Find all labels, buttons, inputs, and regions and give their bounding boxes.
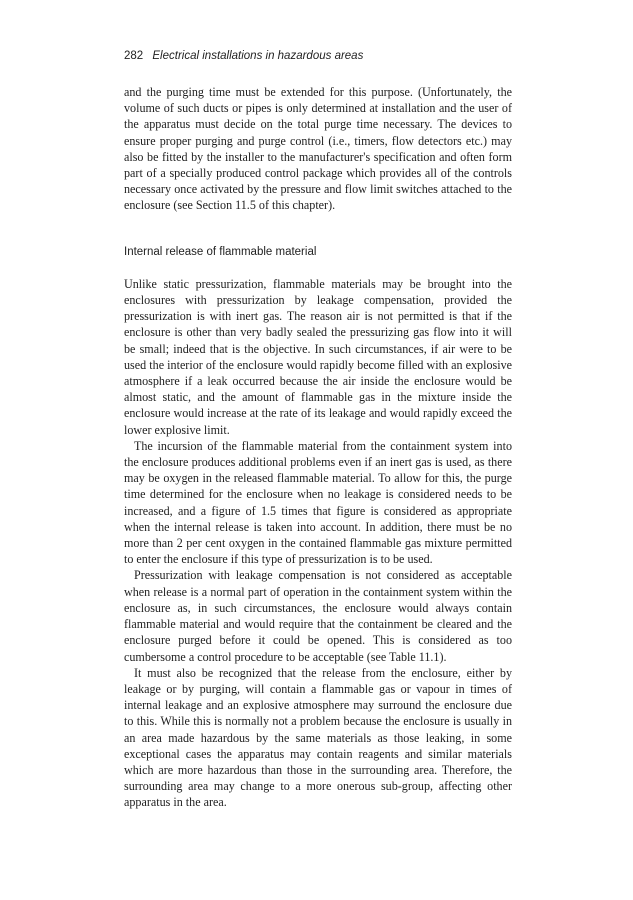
running-header [124, 50, 363, 62]
running-title: Electrical installations in hazardous areas [152, 50, 364, 62]
paragraph-1: and the purging time must be extended for this purpose. (Unfortunately, the volume of such ducts or pipes is only determined at installation and the user of the apparatus must decide on the total purge time necessary. The devices to ensure proper purging and purge control (i.e., timers, flow detectors etc.) may also be fitted by the installer to the manufacturer's specification and often form part of a specially produced control package which provides all of the controls necessary once activated by the pressure and flow limit switches attached to the enclosure (see Section 11.5 of this chapter). [124, 85, 512, 213]
paragraph-4: Pressurization with leakage compensation is not considered as acceptable when release is a normal part of operation in the containment system within the enclosure as, in such circumstances, the enclosure would always contain flammable material and would require that the containment be cleared and the enclosure purged before it could be opened. This is considered as too cumbersome a control procedure to be acceptable (see Table 11.1). [124, 568, 512, 664]
section-heading: Internal release of flammable material [124, 245, 317, 258]
body-text [124, 84, 512, 811]
paragraph-5: It must also be recognized that the release from the enclosure, either by leakage or by purging, will contain a flammable gas or vapour in times of internal leakage and an explosive atmosphere may surround the enclosure due to this. While this is normally not a problem because the enclosure is usually in an area made hazardous by the same materials as those leaking, in some exceptional cases the apparatus may contain reagents and similar materials which are more hazardous than those in the surrounding area. Therefore, the surrounding area may change to a more onerous sub-group, affecting other apparatus in the area. [124, 665, 512, 810]
paragraph-3: The incursion of the flammable material from the containment system into the enclosure produces additional problems even if an inert gas is used, as there may be oxygen in the released flammable material. To allow for this, the purge time determined for the enclosure when no leakage is considered needs to be increased, and a figure of 1.5 times that figure is considered as appropriate when the internal release is taken into account. In addition, there must be no more than 2 per cent oxygen in the contained flammable gas mixture permitted to enter the enclosure if this type of pressurization is to be used. [124, 438, 512, 567]
paragraph-2: Unlike static pressurization, flammable materials may be brought into the enclosures with pressurization by leakage compensation, provided the pressurization is with inert gas. The reason air is not permitted is that if the enclosure is other than very badly sealed the pressurizing gas flow into it will be small; indeed that is the objective. In such circumstances, if air were to be used the interior of the enclosure would rapidly become filled with an explosive atmosphere if a leak occurred because the air inside the enclosure would be almost static, and the amount of flammable gas in the mixture inside the enclosure would increase at the rate of its leakage and would rapidly exceed the lower explosive limit. [124, 276, 512, 437]
page-number: 282 [124, 50, 144, 62]
